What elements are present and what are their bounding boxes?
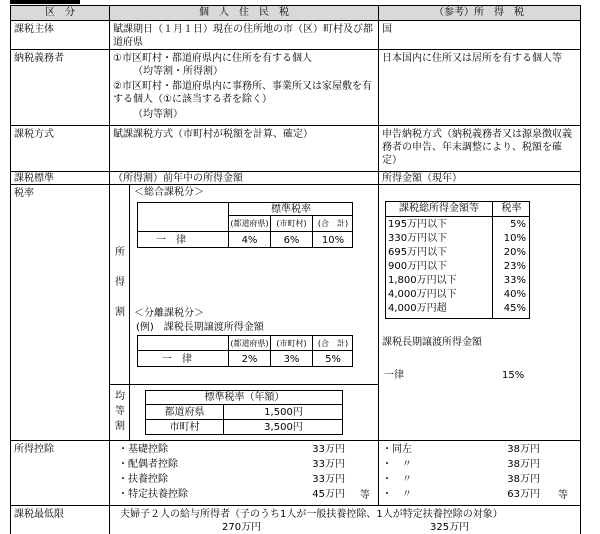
separate-muni-label: (市町村): [276, 339, 307, 348]
income-tax-rate: 5%: [510, 219, 526, 230]
deduction-national-amount: 38万円: [507, 459, 540, 470]
deduction-national-amount: 38万円: [507, 474, 540, 485]
title-remnant: [10, 0, 80, 4]
separate-muni-rate: 3%: [283, 354, 300, 365]
income-tax-rate-header: 税率: [501, 203, 522, 214]
income-tax-bracket: 4,000万円超: [388, 303, 447, 314]
income-tax-rate: 20%: [503, 247, 526, 258]
income-tax-rate: 23%: [503, 261, 526, 272]
income-tax-rate: 33%: [503, 275, 526, 286]
deduction-national-name: ・同左: [382, 444, 412, 455]
separate-example: (例) 課税長期譲渡所得金額: [136, 322, 264, 333]
kinto-wari-3: 割: [115, 421, 125, 432]
per-capita-pref-name: 都道府県: [164, 407, 205, 418]
income-tax-bracket: 1,800万円以下: [388, 275, 457, 286]
header-category: 区 分: [45, 7, 75, 18]
income-tax-bracket-header: 課税総所得金額等: [399, 203, 479, 214]
per-capita-muni-amount: 3,500円: [264, 422, 303, 433]
deduction-national-name: ・ 〃: [382, 459, 412, 470]
deduction-local-name: ・配偶者控除: [118, 459, 178, 470]
minimum-condition: 夫婦子２人の給与所得者（子のうち1人が一般扶養控除、1人が特定扶養控除の対象）: [120, 509, 503, 520]
method-national: 申告納税方式（納税義務者又は源泉徴収義務者の申告、年末調整により、税額を確定）: [382, 129, 572, 166]
composite-pref-rate: 4%: [241, 235, 258, 246]
separate-pref-label: (都道府県): [230, 339, 269, 348]
composite-title: ＜総合課税分＞: [134, 187, 204, 198]
deduction-local-amount: 33万円: [312, 459, 345, 470]
kinto-wari-2: 等: [115, 406, 125, 417]
kinto-wari-1: 均: [115, 391, 125, 402]
composite-total-rate: 10%: [321, 235, 345, 246]
base-local: （所得割）前年中の所得金額: [113, 173, 243, 184]
income-tax-bracket: 195万円以下: [388, 219, 448, 230]
deduction-national-amount: 38万円: [507, 444, 540, 455]
shotoku-wari-3: 割: [115, 307, 125, 318]
separate-total-label: (合 計): [317, 339, 349, 348]
row-label-deduction: 所得控除: [14, 444, 54, 455]
base-national: 所得金額（現年）: [382, 173, 462, 184]
row-label-minimum: 課税最低限: [14, 509, 64, 520]
obligor-local-1b: （均等割・所得割）: [133, 66, 223, 77]
long-term-rate: 15%: [502, 370, 525, 381]
income-tax-bracket: 330万円以下: [388, 233, 448, 244]
obligor-local-1: ①市区町村・都道府県内に住所を有する個人: [113, 53, 312, 64]
obligor-local-2b: （均等割）: [133, 109, 183, 120]
composite-muni-label: (市町村): [276, 219, 307, 228]
deduction-local-amount: 33万円: [312, 444, 345, 455]
row-label-subject: 課税主体: [14, 24, 54, 35]
composite-muni-rate: 6%: [283, 235, 300, 246]
deduction-national-name: ・ 〃: [382, 489, 412, 500]
per-capita-pref-amount: 1,500円: [264, 407, 303, 418]
long-term-capital-gain-label: 課税長期譲渡所得金額: [382, 337, 482, 348]
method-local: 賦課課税方式（市町村が税額を計算、確定）: [113, 129, 313, 140]
separate-pref-rate: 2%: [241, 354, 258, 365]
deduction-local-name: ・特定扶養控除: [118, 489, 188, 500]
income-tax-bracket: 695万円以下: [388, 247, 448, 258]
deduction-local-amount: 33万円: [312, 474, 345, 485]
row-label-obligor: 納税義務者: [14, 53, 64, 64]
long-term-flat-label: 一律: [384, 370, 404, 381]
separate-flat-label: 一 律: [162, 354, 192, 365]
minimum-national-value: 325万円: [430, 522, 470, 533]
row-label-method: 課税方式: [14, 129, 54, 140]
composite-pref-label: (都道府県): [230, 219, 269, 228]
header-income-tax: （参考）所 得 税: [434, 7, 524, 18]
per-capita-header: 標準税率（年額）: [204, 392, 285, 403]
income-tax-bracket: 900万円以下: [388, 261, 448, 272]
header-resident-tax: 個 人 住 民 税: [199, 7, 289, 18]
deduction-local-name: ・基礎控除: [118, 444, 168, 455]
deduction-local-etc: 等: [360, 490, 370, 501]
row-label-base: 課税標準: [14, 173, 54, 184]
deduction-national-amount: 63万円: [507, 489, 540, 500]
income-tax-rate: 10%: [503, 233, 526, 244]
subject-national: 国: [382, 24, 392, 35]
deduction-national-etc: 等: [558, 490, 568, 501]
income-tax-rate: 40%: [503, 289, 526, 300]
separate-title: ＜分離課税分＞: [134, 308, 204, 319]
obligor-local-2: ②市区町村・都道府県内に事務所、事業所又は家屋敷を有する個人（①に該当する者を除く）: [113, 81, 372, 105]
row-label-rate: 税率: [14, 188, 34, 199]
composite-std-rate-label: 標準税率: [271, 204, 311, 215]
composite-total-label: (合 計): [317, 219, 349, 228]
shotoku-wari-2: 得: [115, 277, 125, 288]
subject-local: 賦課期日（１月１日）現在の住所地の市（区）町村及び都道府県: [113, 24, 373, 48]
deduction-national-name: ・ 〃: [382, 474, 412, 485]
per-capita-muni-name: 市町村: [169, 422, 200, 433]
shotoku-wari-1: 所: [115, 247, 125, 258]
deduction-local-name: ・扶養控除: [118, 474, 168, 485]
composite-flat-label: 一 律: [156, 235, 186, 246]
obligor-national: 日本国内に住所又は居所を有する個人等: [382, 53, 562, 64]
deduction-local-amount: 45万円: [312, 489, 345, 500]
minimum-local-value: 270万円: [222, 522, 262, 533]
income-tax-rate: 45%: [503, 303, 526, 314]
income-tax-bracket: 4,000万円以下: [388, 289, 457, 300]
separate-total-rate: 5%: [325, 354, 341, 365]
